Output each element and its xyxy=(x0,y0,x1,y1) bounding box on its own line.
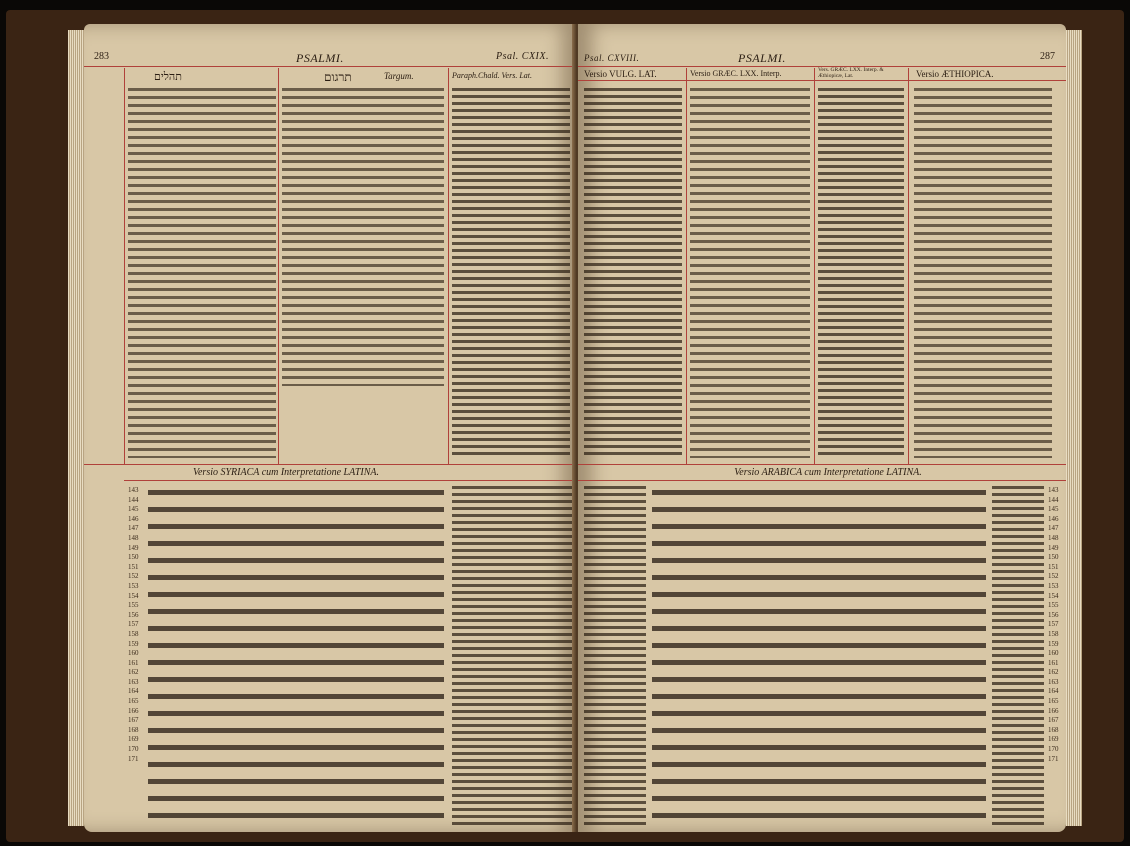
lxx-aethiopic-latin-header: Vers. GRÆC. LXX. Interp. & Æthiopicæ, Lat. xyxy=(818,67,884,79)
verse-number: 149 xyxy=(1048,543,1059,552)
arabic-version-header: Versio ARABICA cum Interpretatione LATINA. xyxy=(734,467,922,478)
verse-number: 170 xyxy=(1048,745,1059,754)
verse-number: 164 xyxy=(1048,687,1059,696)
syriac-text-block xyxy=(148,484,444,826)
arabic-latin-translation xyxy=(992,484,1044,826)
arabic-latin-margin-left xyxy=(584,484,646,826)
verse-number: 169 xyxy=(128,735,139,744)
verse-number: 166 xyxy=(128,706,139,715)
targum-label: Targum. xyxy=(384,71,414,81)
book-spread xyxy=(6,10,1124,842)
chaldee-latin-text-block xyxy=(452,86,570,458)
arabic-header-rule xyxy=(578,480,1066,481)
aethiopic-header: Versio ÆTHIOPICA. xyxy=(916,69,994,79)
targum-text-block xyxy=(282,86,444,386)
top-rule xyxy=(84,66,576,67)
verse-number: 154 xyxy=(128,591,139,600)
right-colhdr-rule xyxy=(578,80,1066,81)
right-page-number: 287 xyxy=(1040,51,1055,62)
aethiopic-text-block xyxy=(914,86,1052,458)
right-col-rule-2 xyxy=(814,68,815,464)
verse-number: 151 xyxy=(128,562,139,571)
verse-number: 156 xyxy=(128,610,139,619)
verse-number: 150 xyxy=(128,553,139,562)
greek-text-block xyxy=(690,86,810,458)
verse-number: 162 xyxy=(128,668,139,677)
aethiopic-latin-text-block xyxy=(818,86,904,458)
lxx-header: Versio GRÆC. LXX. Interp. xyxy=(690,69,782,78)
verse-number: 152 xyxy=(128,572,139,581)
vulgate-text-block xyxy=(584,86,682,458)
verse-number: 160 xyxy=(1048,649,1059,658)
verse-number: 157 xyxy=(128,620,139,629)
verse-number: 167 xyxy=(1048,716,1059,725)
verse-number: 144 xyxy=(128,495,139,504)
verse-number: 165 xyxy=(1048,697,1059,706)
verse-number: 153 xyxy=(128,581,139,590)
hebrew-text-block xyxy=(128,86,276,458)
left-running-head: PSALMI. xyxy=(296,51,344,65)
verse-number: 167 xyxy=(128,716,139,725)
verse-number: 170 xyxy=(128,745,139,754)
right-col-rule xyxy=(448,68,449,464)
verse-number: 144 xyxy=(1048,495,1059,504)
verse-number: 157 xyxy=(1048,620,1059,629)
verse-number: 147 xyxy=(128,524,139,533)
syriac-header-rule xyxy=(124,480,576,481)
verse-number: 163 xyxy=(128,677,139,686)
left-psalm-ref: Psal. CXIX. xyxy=(496,51,549,62)
verse-number: 152 xyxy=(1048,572,1059,581)
left-page-edges xyxy=(68,30,84,826)
right-col-rule-3 xyxy=(908,68,909,464)
left-page xyxy=(84,24,576,832)
verse-number: 164 xyxy=(128,687,139,696)
verse-number: 162 xyxy=(1048,668,1059,677)
verse-number: 160 xyxy=(128,649,139,658)
verse-number: 143 xyxy=(1048,486,1059,494)
right-page xyxy=(578,24,1066,832)
verse-number: 171 xyxy=(128,754,139,763)
verse-number: 169 xyxy=(1048,735,1059,744)
right-lower-section-rule xyxy=(578,464,1066,465)
verse-number: 168 xyxy=(128,725,139,734)
verse-number: 146 xyxy=(1048,514,1059,523)
verse-number: 158 xyxy=(128,629,139,638)
verse-number: 158 xyxy=(1048,629,1059,638)
verse-number: 161 xyxy=(1048,658,1059,667)
verse-number: 155 xyxy=(128,601,139,610)
verse-number: 163 xyxy=(1048,677,1059,686)
verse-number: 156 xyxy=(1048,610,1059,619)
targum-hebrew-title: תרגום xyxy=(324,70,352,84)
verse-number: 145 xyxy=(1048,505,1059,514)
arabic-verse-numbers xyxy=(1048,486,1059,764)
mid-col-rule xyxy=(278,68,279,464)
right-psalm-ref: Psal. CXVIII. xyxy=(584,53,640,63)
verse-number: 168 xyxy=(1048,725,1059,734)
arabic-text-block xyxy=(652,484,986,826)
verse-number: 153 xyxy=(1048,581,1059,590)
right-col-rule-1 xyxy=(686,68,687,464)
verse-number: 143 xyxy=(128,486,139,494)
left-col-rule xyxy=(124,68,125,464)
verse-number: 151 xyxy=(1048,562,1059,571)
verse-number: 146 xyxy=(128,514,139,523)
verse-number: 166 xyxy=(1048,706,1059,715)
syriac-verse-numbers xyxy=(128,486,139,764)
verse-number: 147 xyxy=(1048,524,1059,533)
verse-number: 149 xyxy=(128,543,139,552)
verse-number: 159 xyxy=(128,639,139,648)
verse-number: 148 xyxy=(128,533,139,542)
verse-number: 150 xyxy=(1048,553,1059,562)
right-page-edges xyxy=(1066,30,1082,826)
lower-section-rule xyxy=(84,464,576,465)
verse-number: 155 xyxy=(1048,601,1059,610)
paraph-label: Paraph.Chald. Vers. Lat. xyxy=(452,71,533,80)
syriac-version-header: Versio SYRIACA cum Interpretatione LATINA. xyxy=(192,467,379,478)
verse-number: 161 xyxy=(128,658,139,667)
hebrew-column-title: תהלים xyxy=(154,71,182,83)
syriac-latin-translation xyxy=(452,484,572,826)
left-page-number: 283 xyxy=(94,51,109,62)
verse-number: 154 xyxy=(1048,591,1059,600)
verse-number: 148 xyxy=(1048,533,1059,542)
verse-number: 165 xyxy=(128,697,139,706)
verse-number: 171 xyxy=(1048,754,1059,763)
verse-number: 159 xyxy=(1048,639,1059,648)
vulgate-header: Versio VULG. LAT. xyxy=(584,69,657,79)
verse-number: 145 xyxy=(128,505,139,514)
right-running-head: PSALMI. xyxy=(738,51,786,65)
